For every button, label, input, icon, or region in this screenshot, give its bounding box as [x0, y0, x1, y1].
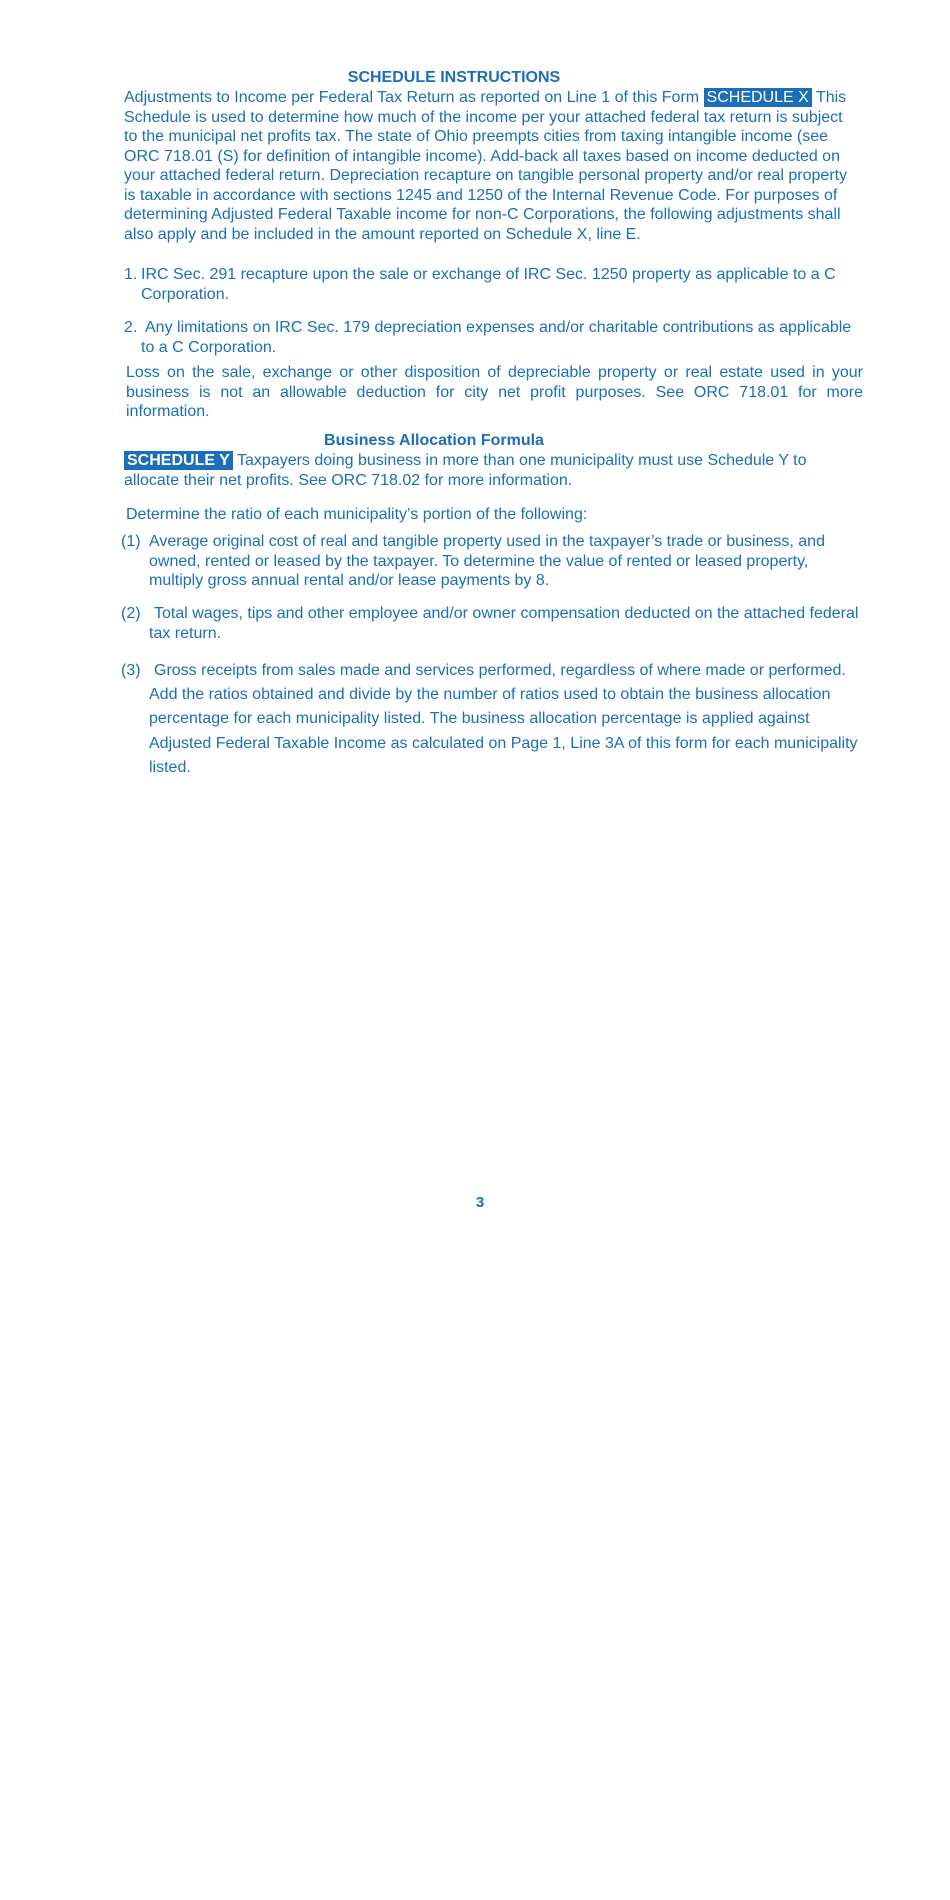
item-number: 2.: [124, 319, 138, 336]
item-text: Average original cost of real and tangible property used in the taxpayer’s trade or business, and owned, rented or leased by the taxpayer. To determine the value of rented or leased property, multiply gross annual rental and/or lease payments by 8.: [149, 533, 825, 589]
schedule-x-intro: [124, 88, 859, 244]
schedule-y-badge: SCHEDULE Y: [124, 451, 233, 470]
item-text: Gross receipts from sales made and services performed, regardless of where made or performed. Add the ratios obtained and divide by the number of ratios used to obtain the business allocation percentage for each municipality listed. The business allocation percentage is applied against Adjusted Federal Taxable Income as calculated on Page 1, Line 3A of this form for each municipality listed.: [149, 662, 858, 776]
item-text: Total wages, tips and other employee and/or owner compensation deducted on the attached federal tax return.: [149, 605, 859, 642]
schedule-x-badge: SCHEDULE X: [704, 88, 812, 107]
allocation-item-1: [121, 532, 861, 591]
item-number: (2): [121, 605, 141, 622]
item-number: (3): [121, 662, 141, 679]
allocation-item-3: [121, 659, 861, 780]
item-number: (1): [121, 533, 141, 550]
schedule-x-item-2: [124, 318, 859, 357]
loss-note: Loss on the sale, exchange or other disposition of depreciable property or real estate used in your business is not an allowable deduction for city net profit purposes. See ORC 718.01 for more information.: [126, 364, 863, 420]
business-allocation-title: Business Allocation Formula: [324, 432, 544, 449]
schedule-x-intro-after: This Schedule is used to determine how much of the income per your attached federal tax return is subject to the municipal net profits tax. The state of Ohio preempts cities from taxing intangible income (see ORC 718.01 (S) for definition of intangible income). Add-back all taxes based on income deducted on your attached federal return. Depreciation recapture on tangible personal property and/or real property is taxable in accordance with sections 1245 and 1250 of the Internal Revenue Code. For purposes of determining Adjusted Federal Taxable income for non-C Corporations, the following adjustments shall also apply and be included in the amount reported on Schedule X, line E.: [124, 89, 848, 243]
schedule-instructions-title: SCHEDULE INSTRUCTIONS: [347, 69, 561, 86]
page-number: 3: [475, 1194, 485, 1211]
schedule-x-intro-before: Adjustments to Income per Federal Tax Return as reported on Line 1 of this Form: [124, 89, 704, 106]
schedule-x-item-1: [124, 265, 859, 304]
item-text: IRC Sec. 291 recapture upon the sale or exchange of IRC Sec. 1250 property as applicable to a C Corporation.: [141, 266, 836, 303]
ratio-intro: Determine the ratio of each municipality’s portion of the following:: [126, 506, 588, 523]
schedule-y-intro-after: Taxpayers doing business in more than one municipality must use Schedule Y to allocate their net profits. See ORC 718.02 for more information.: [124, 452, 807, 489]
item-number: 1.: [124, 266, 138, 283]
item-text: Any limitations on IRC Sec. 179 depreciation expenses and/or charitable contributions as applicable to a C Corporation.: [141, 319, 852, 356]
allocation-item-2: [121, 604, 861, 643]
schedule-y-intro: [124, 451, 866, 490]
